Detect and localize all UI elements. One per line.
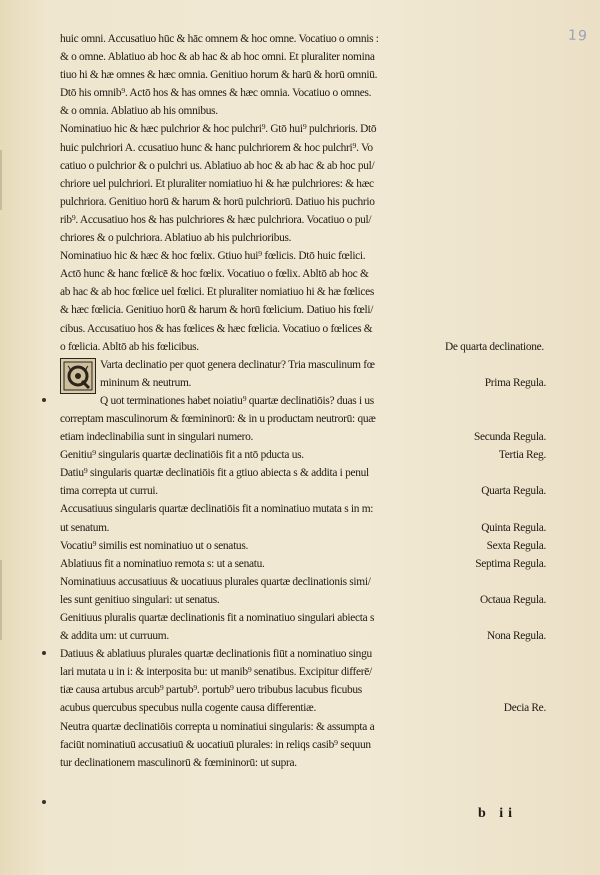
rule-label: Sexta Regula. xyxy=(486,539,546,552)
text-line: pulchriora. Genitiuo horū & harum & horū pulchriorū. Datiuo his puchrio xyxy=(60,195,375,208)
text-line: rib⁹. Accusatiuo hos & has pulchriores & hæc pulchriora. Vocatiuo o pul/ xyxy=(60,213,372,226)
text-line: tiæ causa artubus arcub⁹ partub⁹. portub⁹ uero tribubus lacubus ficubus xyxy=(60,684,362,697)
text-line: huic omni. Accusatiuo hūc & hāc omnem & hoc omne. Vocatiuo o omnis : xyxy=(60,33,379,45)
rule-label: Septima Regula. xyxy=(475,557,546,570)
margin-dot xyxy=(42,398,46,402)
text-line: Vocatiu⁹ similis est nominatiuo ut o senatus. xyxy=(60,539,249,552)
text-line: tima correpta ut currui. xyxy=(60,485,158,498)
paragraph-omnis xyxy=(60,30,546,120)
text-line: acubus quercubus specubus nulla cogente causa differentiæ. xyxy=(60,702,316,715)
text-line: Accusatiuus singularis quartæ declinatiōis fit a nominatiuo mutata s in m: xyxy=(60,503,374,516)
signature-mark: b ii xyxy=(478,806,518,821)
text-line: les sunt genitiuo singulari: ut senatus. xyxy=(60,593,220,606)
rule-heading-line xyxy=(60,374,546,392)
text-line: catiuo o pulchrior & o pulchri us. Ablatiuo ab hoc & ab hac & ab hoc pul/ xyxy=(60,159,375,172)
text-line: correptam masculinorum & fœmininorū: & in u productam neutrorū: quæ xyxy=(60,412,376,425)
text-line: faciūt nominatiuū accusatiuū & uocatiuū plurales: in reliqs casib⁹ sequun xyxy=(60,738,371,751)
page-edge-shadow xyxy=(0,560,2,640)
folio-number: 19 xyxy=(567,27,589,45)
rule-heading-line xyxy=(60,537,546,555)
text-line: Ablatiuus fit a nominatiuo remota s: ut a senatu. xyxy=(60,557,265,570)
rule-heading-line xyxy=(60,519,546,537)
text-line: mininum & neutrum. xyxy=(100,376,192,389)
text-line: Datiu⁹ singularis quartæ declinatiōis fit a gtiuo abiecta s & addita i penul xyxy=(60,467,369,480)
paragraph-quarta-intro xyxy=(60,356,546,446)
text-line: chriores & o pulchriora. Ablatiuo ab his pulchrioribus. xyxy=(60,232,292,245)
text-line: Datiuus & ablatiuus plurales quartæ declinationis fiūt a nominatiuo singu xyxy=(60,648,372,661)
text-line: ut senatum. xyxy=(60,521,110,534)
rule-heading-line xyxy=(60,428,546,446)
text-block xyxy=(60,30,546,772)
text-line: & o omne. Ablatiuo ab hoc & ab hac & ab hoc omni. Et pluraliter nomina xyxy=(60,51,375,64)
paragraph-pulchrior xyxy=(60,120,546,247)
rule-label: Octaua Regula. xyxy=(479,593,546,606)
rule-label: Prima Regula. xyxy=(484,376,546,389)
text-line: Varta declinatio per quot genera declinatur? Tria masculinum fœ xyxy=(100,358,375,371)
text-line: & o omnia. Ablatiuo ab his omnibus. xyxy=(60,105,218,118)
text-line: Nominatiuo hic & hæc pulchrior & hoc pulchri⁹. Gtō hui⁹ pulchrioris. Dtō xyxy=(60,123,377,136)
rule-heading-line xyxy=(60,627,546,645)
rule-heading-line xyxy=(60,555,546,573)
heading-line xyxy=(60,338,546,356)
text-line: Nominatiuo hic & hæc & hoc fœlix. Gtiuo hui⁹ fœlicis. Dtō huic fœlici. xyxy=(60,250,366,263)
text-line: Q uot terminationes habet noiatiu⁹ quartæ declinatiōis? duas i us xyxy=(100,394,374,407)
paragraph-foelix xyxy=(60,247,546,356)
margin-dot xyxy=(42,651,46,655)
text-line: ab hac & ab hoc fœlice uel fœlici. Et pluraliter nomiatiuo hi & hæ fœlices xyxy=(60,286,375,299)
text-line: Dtō his omnib⁹. Actō hos & has omnes & hæc omnia. Vocatiuo o omnes. xyxy=(60,87,372,100)
rule-heading-line xyxy=(60,446,546,464)
rule-label: Decia Re. xyxy=(503,702,546,715)
paragraph-rules xyxy=(60,446,546,772)
text-line: & addita um: ut curruum. xyxy=(60,630,169,643)
text-line: tiuo hi & hæ omnes & hæc omnia. Genitiuo horum & harū & horū omniū. xyxy=(60,69,378,82)
rule-heading-line xyxy=(60,699,546,717)
text-line: chriore uel pulchriori. Et pluraliter nomiatiuo hi & hæ pulchriores: & hæc xyxy=(60,177,374,190)
section-heading: De quarta declinatione. xyxy=(444,340,544,353)
text-line: Neutra quartæ declinatiōis correpta u nominatiui singularis: & assumpta a xyxy=(60,720,375,733)
rule-label: Quarta Regula. xyxy=(481,485,546,498)
rule-label: Secunda Regula. xyxy=(473,431,546,444)
text-line: & hæc fœlicia. Genitiuo horū & harum & horū fœlicium. Datiuo his fœli/ xyxy=(60,304,374,317)
text-line: huic pulchriori A. ccusatiuo hunc & hanc pulchriorem & hoc pulchri⁹. Vo xyxy=(60,141,373,154)
text-line: Genitiuus pluralis quartæ declinationis fit a nominatiuo singulari abiecta s xyxy=(60,612,375,624)
text-line: Genitiu⁹ singularis quartæ declinatiōis fit a ntō pducta us. xyxy=(60,449,304,462)
rule-heading-line xyxy=(60,591,546,609)
text-line: etiam indeclinabilia sunt in singulari numero. xyxy=(60,431,254,444)
rule-label: Nona Regula. xyxy=(486,630,546,643)
text-line: Actō hunc & hanc fœlicē & hoc fœlix. Vocatiuo o fœlix. Abltō ab hoc & xyxy=(60,268,369,281)
text-line: lari mutata u in i: & interposita bu: ut manib⁹ senatibus. Excipitur differē/ xyxy=(60,666,372,679)
text-line: Nominatiuus accusatiuus & uocatiuus plurales quartæ declinationis simi/ xyxy=(60,575,371,588)
text-line: o fœlicia. Abltō ab his fœlicibus. xyxy=(60,340,199,353)
text-line: cibus. Accusatiuo hos & has fœlices & hæc fœlicia. Vocatiuo o fœlices & xyxy=(60,322,373,335)
text-line: tur declinationem masculinorū & fœmininorū: ut supra. xyxy=(60,756,297,769)
rule-label: Tertia Reg. xyxy=(498,449,546,462)
margin-dot xyxy=(42,800,46,804)
page-edge-shadow xyxy=(0,150,2,210)
rule-label: Quinta Regula. xyxy=(481,521,546,534)
rule-heading-line xyxy=(60,482,546,500)
